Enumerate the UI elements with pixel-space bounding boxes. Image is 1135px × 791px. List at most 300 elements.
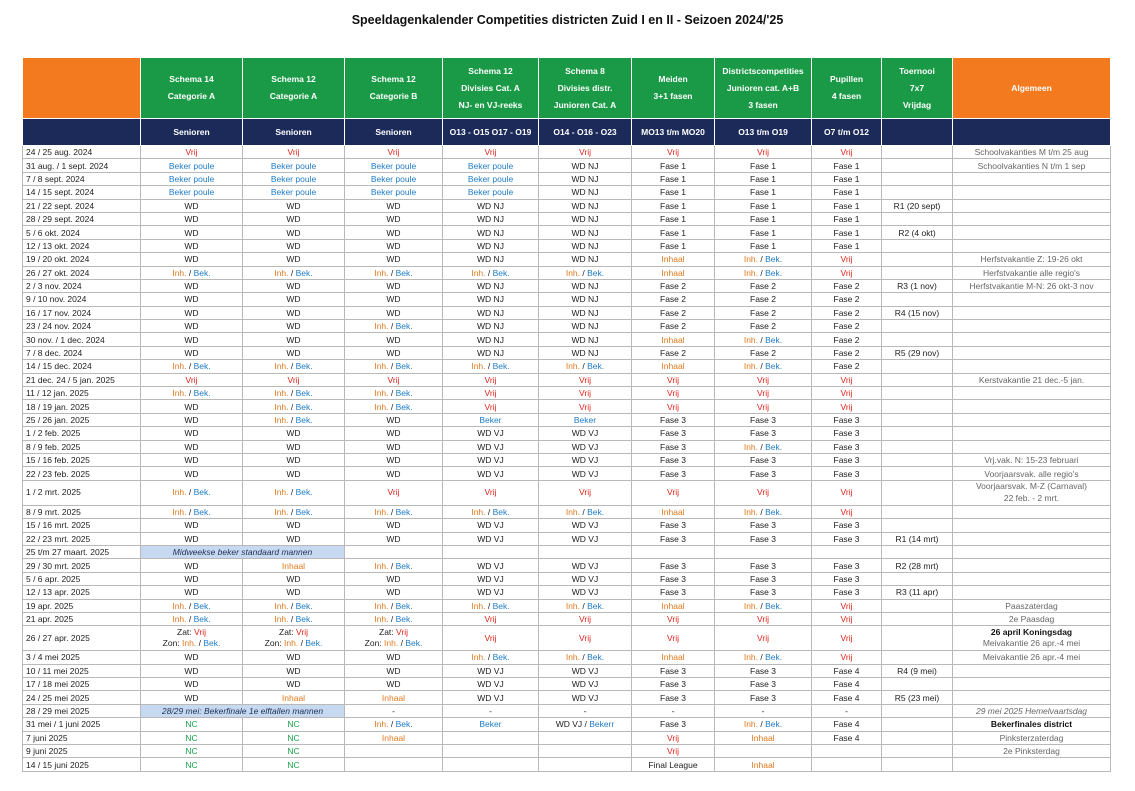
algemeen-cell	[953, 293, 1111, 306]
schedule-cell: WD	[243, 253, 345, 266]
schedule-cell: Vrij	[141, 373, 243, 386]
toernooi-cell: R1 (14 mrt)	[882, 532, 953, 545]
schedule-cell: Inh. / Bek.	[715, 651, 812, 664]
subheader-5: O14 - O16 - O23	[539, 119, 632, 146]
schedule-cell: WD VJ	[443, 467, 539, 480]
table-row	[23, 373, 1111, 386]
header-algemeen: Algemeen	[953, 58, 1111, 119]
schedule-cell: Inh. / Bek.	[345, 360, 443, 373]
schedule-cell: Inh. / Bek.	[345, 559, 443, 572]
subheader-2: Senioren	[243, 119, 345, 146]
date-cell: 10 / 11 mei 2025	[23, 664, 141, 677]
schedule-cell	[345, 545, 443, 558]
schedule-cell: Beker poule	[243, 159, 345, 172]
table-row	[23, 413, 1111, 426]
schedule-cell: Fase 4	[812, 718, 882, 731]
schedule-cell: WD VJ	[539, 678, 632, 691]
schedule-cell: WD	[141, 199, 243, 212]
toernooi-cell	[882, 745, 953, 758]
toernooi-cell	[882, 293, 953, 306]
schedule-cell: Beker poule	[243, 186, 345, 199]
schedule-cell: Fase 1	[632, 172, 715, 185]
toernooi-cell	[882, 678, 953, 691]
algemeen-cell	[953, 226, 1111, 239]
schedule-cell: WD NJ	[443, 199, 539, 212]
schedule-cell: WD	[345, 467, 443, 480]
table-row	[23, 400, 1111, 413]
schedule-cell: Inh. / Bek.	[243, 266, 345, 279]
subheader-1: Senioren	[141, 119, 243, 146]
toernooi-cell	[882, 519, 953, 532]
schedule-cell: WD	[243, 453, 345, 466]
schedule-cell: WD VJ	[443, 440, 539, 453]
table-row	[23, 427, 1111, 440]
schedule-cell: WD NJ	[443, 226, 539, 239]
schedule-cell: WD	[141, 239, 243, 252]
algemeen-cell: Voorjaarsvak. alle regio's	[953, 467, 1111, 480]
header-row	[23, 58, 1111, 119]
toernooi-cell	[882, 599, 953, 612]
schedule-cell: Vrij	[715, 146, 812, 159]
schedule-cell: Vrij	[715, 400, 812, 413]
toernooi-cell	[882, 186, 953, 199]
schedule-cell: Vrij	[715, 373, 812, 386]
schedule-cell: WD VJ / Bekerr	[539, 718, 632, 731]
schedule-cell: Beker	[443, 413, 539, 426]
schedule-cell: -	[539, 704, 632, 717]
schedule-cell: WD VJ	[443, 678, 539, 691]
algemeen-cell	[953, 186, 1111, 199]
schedule-cell: WD	[141, 559, 243, 572]
schedule-cell: WD	[243, 239, 345, 252]
schedule-cell: Fase 3	[812, 427, 882, 440]
schedule-cell: WD	[243, 519, 345, 532]
toernooi-cell	[882, 545, 953, 558]
schedule-cell: Fase 3	[632, 467, 715, 480]
schedule-cell: Inh. / Bek.	[243, 387, 345, 400]
schedule-cell: WD	[243, 333, 345, 346]
schedule-cell	[443, 745, 539, 758]
schedule-cell: WD	[345, 532, 443, 545]
schedule-cell	[812, 758, 882, 771]
date-cell: 21 dec. 24 / 5 jan. 2025	[23, 373, 141, 386]
header-districtscompetities: Districtscompetities Junioren cat. A+B 3 fasen	[715, 58, 812, 119]
table-row	[23, 545, 1111, 558]
schedule-cell: WD VJ	[443, 664, 539, 677]
banner-cell: Midweekse beker standaard mannen	[141, 545, 345, 558]
schedule-cell	[443, 758, 539, 771]
table-row	[23, 532, 1111, 545]
schedule-cell: Vrij	[539, 480, 632, 505]
date-cell: 9 / 10 nov. 2024	[23, 293, 141, 306]
schedule-cell: WD NJ	[539, 306, 632, 319]
toernooi-cell	[882, 758, 953, 771]
header-divisies: Schema 12 Divisies Cat. A NJ- en VJ-reeks	[443, 58, 539, 119]
table-row	[23, 745, 1111, 758]
schedule-cell: Inhaal	[632, 333, 715, 346]
table-row	[23, 704, 1111, 717]
header-schema12-b: Schema 12 Categorie B	[345, 58, 443, 119]
header-schema12-a: Schema 12 Categorie A	[243, 58, 345, 119]
schedule-cell: Vrij	[812, 146, 882, 159]
date-cell: 21 / 22 sept. 2024	[23, 199, 141, 212]
schedule-cell: Fase 3	[715, 572, 812, 585]
algemeen-cell: Vrj.vak. N: 15-23 februari	[953, 453, 1111, 466]
schedule-cell: WD VJ	[539, 467, 632, 480]
schedule-cell: NC	[243, 718, 345, 731]
schedule-cell: Fase 3	[715, 413, 812, 426]
schedule-cell: WD VJ	[443, 532, 539, 545]
schedule-cell: Beker poule	[141, 159, 243, 172]
toernooi-cell	[882, 572, 953, 585]
table-row	[23, 505, 1111, 518]
schedule-cell: Fase 3	[812, 453, 882, 466]
schedule-cell: Inhaal	[632, 599, 715, 612]
date-cell: 5 / 6 okt. 2024	[23, 226, 141, 239]
schedule-cell: Inh. / Bek.	[539, 266, 632, 279]
schedule-cell: Fase 1	[812, 159, 882, 172]
schedule-cell: WD	[345, 333, 443, 346]
schedule-cell: Fase 2	[715, 279, 812, 292]
schedule-cell: Inhaal	[715, 731, 812, 744]
schedule-cell: WD VJ	[539, 440, 632, 453]
schedule-cell: Inh. / Bek.	[345, 612, 443, 625]
page-title: Speeldagenkalender Competities districten Zuid I en II - Seizoen 2024/'25	[351, 13, 784, 27]
schedule-cell: WD NJ	[539, 293, 632, 306]
schedule-cell: Inh. / Bek.	[539, 505, 632, 518]
algemeen-cell: Kerstvakantie 21 dec.-5 jan.	[953, 373, 1111, 386]
schedule-cell: WD	[141, 572, 243, 585]
toernooi-cell	[882, 612, 953, 625]
schedule-cell: Fase 3	[632, 440, 715, 453]
schedule-cell: Beker poule	[243, 172, 345, 185]
schedule-cell: Inh. / Bek.	[443, 505, 539, 518]
schedule-cell: WD	[141, 400, 243, 413]
schedule-cell: WD	[345, 253, 443, 266]
schedule-cell: Fase 3	[632, 413, 715, 426]
schedule-cell: WD VJ	[539, 453, 632, 466]
schedule-cell	[715, 745, 812, 758]
schedule-cell: Inh. / Bek.	[345, 400, 443, 413]
schedule-cell: Fase 3	[812, 413, 882, 426]
algemeen-cell: 29 mei 2025 Hemelvaartsdag	[953, 704, 1111, 717]
schedule-cell: Fase 1	[632, 226, 715, 239]
date-cell: 31 aug. / 1 sept. 2024	[23, 159, 141, 172]
schedule-cell: WD	[345, 440, 443, 453]
schedule-cell: Fase 3	[632, 691, 715, 704]
algemeen-cell: Herfstvakantie Z: 19-26 okt	[953, 253, 1111, 266]
subheader-9	[882, 119, 953, 146]
subheader-7: O13 t/m O19	[715, 119, 812, 146]
schedule-cell: WD NJ	[539, 239, 632, 252]
table-row	[23, 172, 1111, 185]
schedule-cell: Fase 3	[812, 559, 882, 572]
schedule-cell: Fase 3	[632, 718, 715, 731]
schedule-cell: WD VJ	[539, 664, 632, 677]
toernooi-cell: R4 (9 mei)	[882, 664, 953, 677]
schedule-cell: Vrij	[715, 612, 812, 625]
schedule-cell	[539, 758, 632, 771]
schedule-cell: Fase 3	[715, 678, 812, 691]
schedule-cell: Inh. / Bek.	[715, 599, 812, 612]
schedule-cell: Fase 2	[812, 360, 882, 373]
schedule-cell: Vrij	[141, 146, 243, 159]
schedule-cell: Inhaal	[715, 758, 812, 771]
table-row	[23, 453, 1111, 466]
schedule-cell: WD	[243, 427, 345, 440]
schedule-cell: Inh. / Bek.	[141, 505, 243, 518]
schedule-cell: Inhaal	[243, 691, 345, 704]
schedule-cell: Vrij	[443, 387, 539, 400]
schedule-cell: Inhaal	[632, 266, 715, 279]
toernooi-cell	[882, 704, 953, 717]
schedule-cell: WD NJ	[443, 293, 539, 306]
schedule-cell: Inh. / Bek.	[243, 480, 345, 505]
schedule-cell: WD VJ	[539, 532, 632, 545]
table-row	[23, 758, 1111, 771]
algemeen-cell	[953, 758, 1111, 771]
schedule-cell: Vrij	[345, 480, 443, 505]
schedule-cell: Vrij	[715, 387, 812, 400]
schedule-cell: Fase 3	[632, 532, 715, 545]
table-row	[23, 306, 1111, 319]
date-cell: 21 apr. 2025	[23, 612, 141, 625]
algemeen-cell	[953, 346, 1111, 359]
date-cell: 15 / 16 mrt. 2025	[23, 519, 141, 532]
schedule-cell: Fase 3	[715, 532, 812, 545]
schedule-cell: Vrij	[243, 146, 345, 159]
schedule-cell: WD	[141, 440, 243, 453]
toernooi-cell: R3 (11 apr)	[882, 586, 953, 599]
date-cell: 31 mei / 1 juni 2025	[23, 718, 141, 731]
schedule-cell: WD	[243, 293, 345, 306]
algemeen-cell	[953, 172, 1111, 185]
schedule-cell: WD	[141, 586, 243, 599]
schedule-cell: WD	[345, 586, 443, 599]
date-cell: 8 / 9 mrt. 2025	[23, 505, 141, 518]
table-row	[23, 612, 1111, 625]
date-cell: 18 / 19 jan. 2025	[23, 400, 141, 413]
table-row	[23, 159, 1111, 172]
schedule-cell: Inh. / Bek.	[345, 266, 443, 279]
schedule-cell: WD	[243, 306, 345, 319]
schedule-cell: WD	[345, 346, 443, 359]
schedule-cell: WD	[345, 212, 443, 225]
schedule-cell: Fase 1	[715, 186, 812, 199]
table-row	[23, 226, 1111, 239]
schedule-cell: Fase 4	[812, 691, 882, 704]
schedule-cell: WD NJ	[539, 159, 632, 172]
toernooi-cell	[882, 159, 953, 172]
schedule-cell: Fase 2	[812, 346, 882, 359]
algemeen-cell	[953, 212, 1111, 225]
schedule-cell: Fase 3	[715, 427, 812, 440]
subheader-4: O13 - O15 O17 - O19	[443, 119, 539, 146]
algemeen-cell	[953, 320, 1111, 333]
schedule-cell: Fase 3	[632, 559, 715, 572]
table-row	[23, 387, 1111, 400]
schedule-cell: Fase 2	[812, 306, 882, 319]
schedule-cell: Vrij	[632, 480, 715, 505]
date-cell: 16 / 17 nov. 2024	[23, 306, 141, 319]
toernooi-cell	[882, 505, 953, 518]
date-cell: 22 / 23 feb. 2025	[23, 467, 141, 480]
schedule-cell: WD	[243, 532, 345, 545]
schedule-cell: Beker poule	[345, 186, 443, 199]
schedule-cell: Inh. / Bek.	[715, 718, 812, 731]
schedule-cell: WD NJ	[443, 239, 539, 252]
table-row	[23, 346, 1111, 359]
schedule-cell: Vrij	[539, 373, 632, 386]
schedule-cell: Fase 2	[715, 346, 812, 359]
schedule-cell	[812, 745, 882, 758]
schedule-cell: WD NJ	[539, 186, 632, 199]
banner-cell: 28/29 mei: Bekerfinale 1e elftallen mannen	[141, 704, 345, 717]
schedule-cell: WD	[243, 226, 345, 239]
schedule-cell: WD	[243, 199, 345, 212]
schedule-cell: WD NJ	[539, 212, 632, 225]
schedule-cell: WD	[345, 293, 443, 306]
schedule-cell: Fase 4	[812, 678, 882, 691]
schedule-cell: Fase 3	[812, 519, 882, 532]
schedule-cell: WD	[243, 572, 345, 585]
date-cell: 14 / 15 juni 2025	[23, 758, 141, 771]
schedule-cell: WD VJ	[539, 572, 632, 585]
table-row	[23, 440, 1111, 453]
table-row	[23, 586, 1111, 599]
schedule-cell: Inh. / Bek.	[443, 360, 539, 373]
schedule-cell: WD VJ	[539, 427, 632, 440]
schedule-cell: WD NJ	[539, 172, 632, 185]
schedule-cell: Fase 1	[632, 239, 715, 252]
schedule-cell: Fase 3	[632, 586, 715, 599]
table-row	[23, 467, 1111, 480]
schedule-cell: Fase 1	[715, 159, 812, 172]
schedule-cell: Inh. / Bek.	[715, 440, 812, 453]
schedule-cell: Fase 1	[632, 186, 715, 199]
schedule-cell: Fase 3	[632, 427, 715, 440]
algemeen-cell	[953, 572, 1111, 585]
schedule-cell: WD VJ	[443, 586, 539, 599]
schedule-cell: Vrij	[632, 146, 715, 159]
toernooi-cell	[882, 212, 953, 225]
toernooi-cell: R5 (29 nov)	[882, 346, 953, 359]
schedule-cell: WD	[141, 293, 243, 306]
schedule-cell: Inh. / Bek.	[443, 266, 539, 279]
algemeen-cell: Paaszaterdag	[953, 599, 1111, 612]
schedule-cell	[715, 545, 812, 558]
schedule-cell: Fase 1	[715, 199, 812, 212]
schedule-cell: WD	[141, 253, 243, 266]
schedule-cell: Zat: Vrij Zon: Inh. / Bek.	[345, 626, 443, 651]
schedule-cell: Inh. / Bek.	[141, 360, 243, 373]
date-cell: 17 / 18 mei 2025	[23, 678, 141, 691]
schedule-cell: WD NJ	[539, 279, 632, 292]
schedule-cell: Inh. / Bek.	[141, 599, 243, 612]
schedule-cell: Vrij	[632, 731, 715, 744]
schedule-cell: WD NJ	[443, 306, 539, 319]
table-row	[23, 480, 1111, 505]
table-row	[23, 293, 1111, 306]
date-cell: 9 juni 2025	[23, 745, 141, 758]
table-row	[23, 279, 1111, 292]
schedule-cell: NC	[141, 745, 243, 758]
schedule-cell: WD	[141, 346, 243, 359]
toernooi-cell	[882, 373, 953, 386]
schedule-cell: Inh. / Bek.	[243, 505, 345, 518]
schedule-cell: Fase 1	[715, 226, 812, 239]
schedule-cell: Inh. / Bek.	[443, 651, 539, 664]
algemeen-cell	[953, 427, 1111, 440]
toernooi-cell	[882, 239, 953, 252]
schedule-cell: Fase 1	[812, 239, 882, 252]
schedule-cell: Inh. / Bek.	[345, 718, 443, 731]
schedule-cell	[443, 731, 539, 744]
schedule-cell: Inh. / Bek.	[443, 599, 539, 612]
schedule-cell: WD	[345, 664, 443, 677]
date-cell: 7 / 8 sept. 2024	[23, 172, 141, 185]
schedule-cell: Fase 3	[632, 519, 715, 532]
table-row	[23, 333, 1111, 346]
schedule-cell: Vrij	[812, 626, 882, 651]
date-cell: 25 / 26 jan. 2025	[23, 413, 141, 426]
schedule-cell: Inh. / Bek.	[539, 651, 632, 664]
schedule-cell: Beker poule	[141, 172, 243, 185]
schedule-cell: Fase 3	[812, 467, 882, 480]
algemeen-cell	[953, 519, 1111, 532]
schedule-cell	[539, 745, 632, 758]
schedule-cell: NC	[243, 731, 345, 744]
date-cell: 1 / 2 feb. 2025	[23, 427, 141, 440]
schedule-cell: Inhaal	[243, 559, 345, 572]
schedule-cell: Vrij	[539, 400, 632, 413]
schedule-cell: WD	[141, 413, 243, 426]
toernooi-cell	[882, 453, 953, 466]
schedule-cell: WD	[345, 226, 443, 239]
schedule-cell: WD	[345, 279, 443, 292]
schedule-cell	[345, 758, 443, 771]
toernooi-cell	[882, 440, 953, 453]
schedule-cell: Vrij	[715, 480, 812, 505]
schedule-cell: Fase 3	[715, 691, 812, 704]
schedule-cell: WD	[243, 678, 345, 691]
table-row	[23, 626, 1111, 651]
schedule-cell: Inh. / Bek.	[539, 599, 632, 612]
date-cell: 24 / 25 mei 2025	[23, 691, 141, 704]
schedule-cell: Beker poule	[345, 159, 443, 172]
schedule-cell: Vrij	[539, 146, 632, 159]
schedule-cell: Fase 2	[812, 320, 882, 333]
schedule-cell: Fase 4	[812, 664, 882, 677]
schedule-cell: Vrij	[632, 612, 715, 625]
schedule-cell: Inh. / Bek.	[243, 360, 345, 373]
toernooi-cell: R5 (23 mei)	[882, 691, 953, 704]
schedule-cell: Beker	[443, 718, 539, 731]
schedule-cell: Inhaal	[632, 360, 715, 373]
toernooi-cell	[882, 480, 953, 505]
schedule-cell: WD	[243, 467, 345, 480]
schedule-cell: Fase 2	[632, 306, 715, 319]
schedule-cell: Vrij	[812, 612, 882, 625]
schedule-cell: Fase 2	[812, 293, 882, 306]
table-row	[23, 360, 1111, 373]
schedule-cell: NC	[141, 758, 243, 771]
schedule-cell: Fase 3	[812, 586, 882, 599]
schedule-cell: Inhaal	[632, 651, 715, 664]
schedule-cell: Vrij	[443, 373, 539, 386]
schedule-cell: WD	[243, 586, 345, 599]
schedule-cell: WD VJ	[539, 586, 632, 599]
